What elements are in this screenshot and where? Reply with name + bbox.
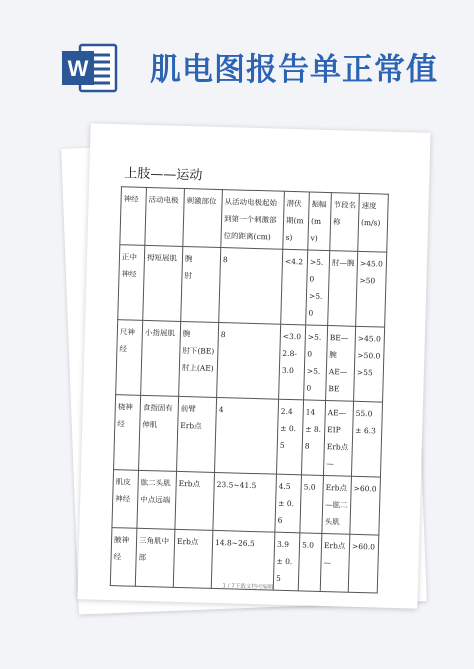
table-cell: 肘—腕 bbox=[328, 251, 358, 327]
table-cell: 尺神经 bbox=[116, 320, 143, 396]
table-cell: 4 bbox=[215, 397, 279, 474]
page-footer: 1 / 7下载文档可编辑 bbox=[222, 583, 274, 591]
table-cell: 桡神经 bbox=[114, 395, 141, 471]
word-icon bbox=[60, 40, 118, 96]
normal-values-table bbox=[110, 186, 389, 593]
section-title: 上肢——运动 bbox=[124, 166, 203, 184]
table-cell: 14.8~26.5 bbox=[211, 530, 275, 590]
table-cell: 小指展肌 bbox=[141, 320, 181, 396]
table-cell: 拇短展肌 bbox=[143, 245, 183, 321]
table-cell: 8 bbox=[217, 322, 281, 399]
banner-title: 肌电图报告单正常值 bbox=[150, 52, 438, 88]
table-cell: Erb点—肱二头肌 bbox=[322, 475, 352, 534]
table-cell: >60.0 bbox=[350, 476, 381, 535]
table-cell: 3.9 ± 0.5 bbox=[273, 532, 300, 591]
table-header-cell: 刺激部位 bbox=[183, 188, 223, 247]
table-cell: <4.2 bbox=[281, 249, 308, 325]
table-cell: 腕 肘下(BE) 肘上(AE) bbox=[179, 321, 219, 397]
table-row bbox=[116, 320, 385, 402]
table-header-cell: 潜伏期(ms) bbox=[283, 191, 310, 250]
document-page bbox=[77, 123, 430, 608]
table-cell: 8 bbox=[219, 248, 283, 325]
table-cell: 23.5~41.5 bbox=[213, 472, 277, 532]
table-cell: 5.0 bbox=[298, 533, 322, 592]
table-cell: 三角肌中部 bbox=[135, 528, 175, 587]
table-cell: <3.0 2.8-3.0 bbox=[279, 324, 306, 400]
table-header-cell: 活动电极 bbox=[145, 187, 185, 246]
table-cell: 2.4 ± 0.5 bbox=[276, 399, 303, 475]
table-header-cell: 从活动电极起始到第一个刺激部位的距离(cm) bbox=[221, 190, 285, 250]
table-cell: 腋神经 bbox=[110, 528, 137, 587]
table-header-cell: 速度(m/s) bbox=[358, 193, 389, 252]
table-cell: >45.0 >50.0 >55 bbox=[354, 326, 385, 402]
table-cell: 肱二头肌中点远端 bbox=[137, 470, 177, 529]
table-row bbox=[114, 395, 383, 477]
table-cell: BE—腕 AE—BE bbox=[326, 326, 356, 402]
table-header-cell: 振幅(mv) bbox=[308, 192, 332, 251]
table-header-cell: 节段名称 bbox=[330, 193, 360, 252]
table-cell: >60.0 bbox=[348, 534, 379, 593]
table-cell: Erb点 bbox=[175, 471, 215, 530]
table-cell: AE—EIP Erb点— bbox=[323, 401, 353, 477]
document-banner bbox=[0, 0, 474, 110]
table-cell: Erb点— bbox=[320, 533, 350, 592]
table-cell: 腕 肘 bbox=[181, 246, 221, 322]
table-cell: 5.0 bbox=[300, 475, 324, 534]
table-cell: 前臂 Erb点 bbox=[177, 396, 217, 472]
table-row bbox=[112, 470, 381, 535]
table-cell: 正中神经 bbox=[118, 245, 145, 321]
table-cell: Erb点 bbox=[173, 529, 213, 588]
table-cell: >45.0 >50 bbox=[356, 251, 387, 327]
word-logo-letter: W bbox=[67, 56, 89, 81]
table-cell: >5.0 >5.0 bbox=[304, 325, 328, 401]
table-header-cell: 神经 bbox=[120, 187, 147, 246]
table-cell: 肌皮神经 bbox=[112, 470, 139, 529]
table-cell: 14 ± 8.8 bbox=[301, 400, 325, 476]
table-row bbox=[118, 245, 387, 327]
table-cell: >5.0 >5.0 bbox=[306, 250, 330, 326]
table-cell: 食指固有伸肌 bbox=[139, 395, 179, 471]
table-cell: 4.5 ± 0.6 bbox=[275, 474, 302, 533]
table-cell: 55.0 ± 6.3 bbox=[351, 401, 382, 477]
table-header-row bbox=[120, 187, 389, 252]
